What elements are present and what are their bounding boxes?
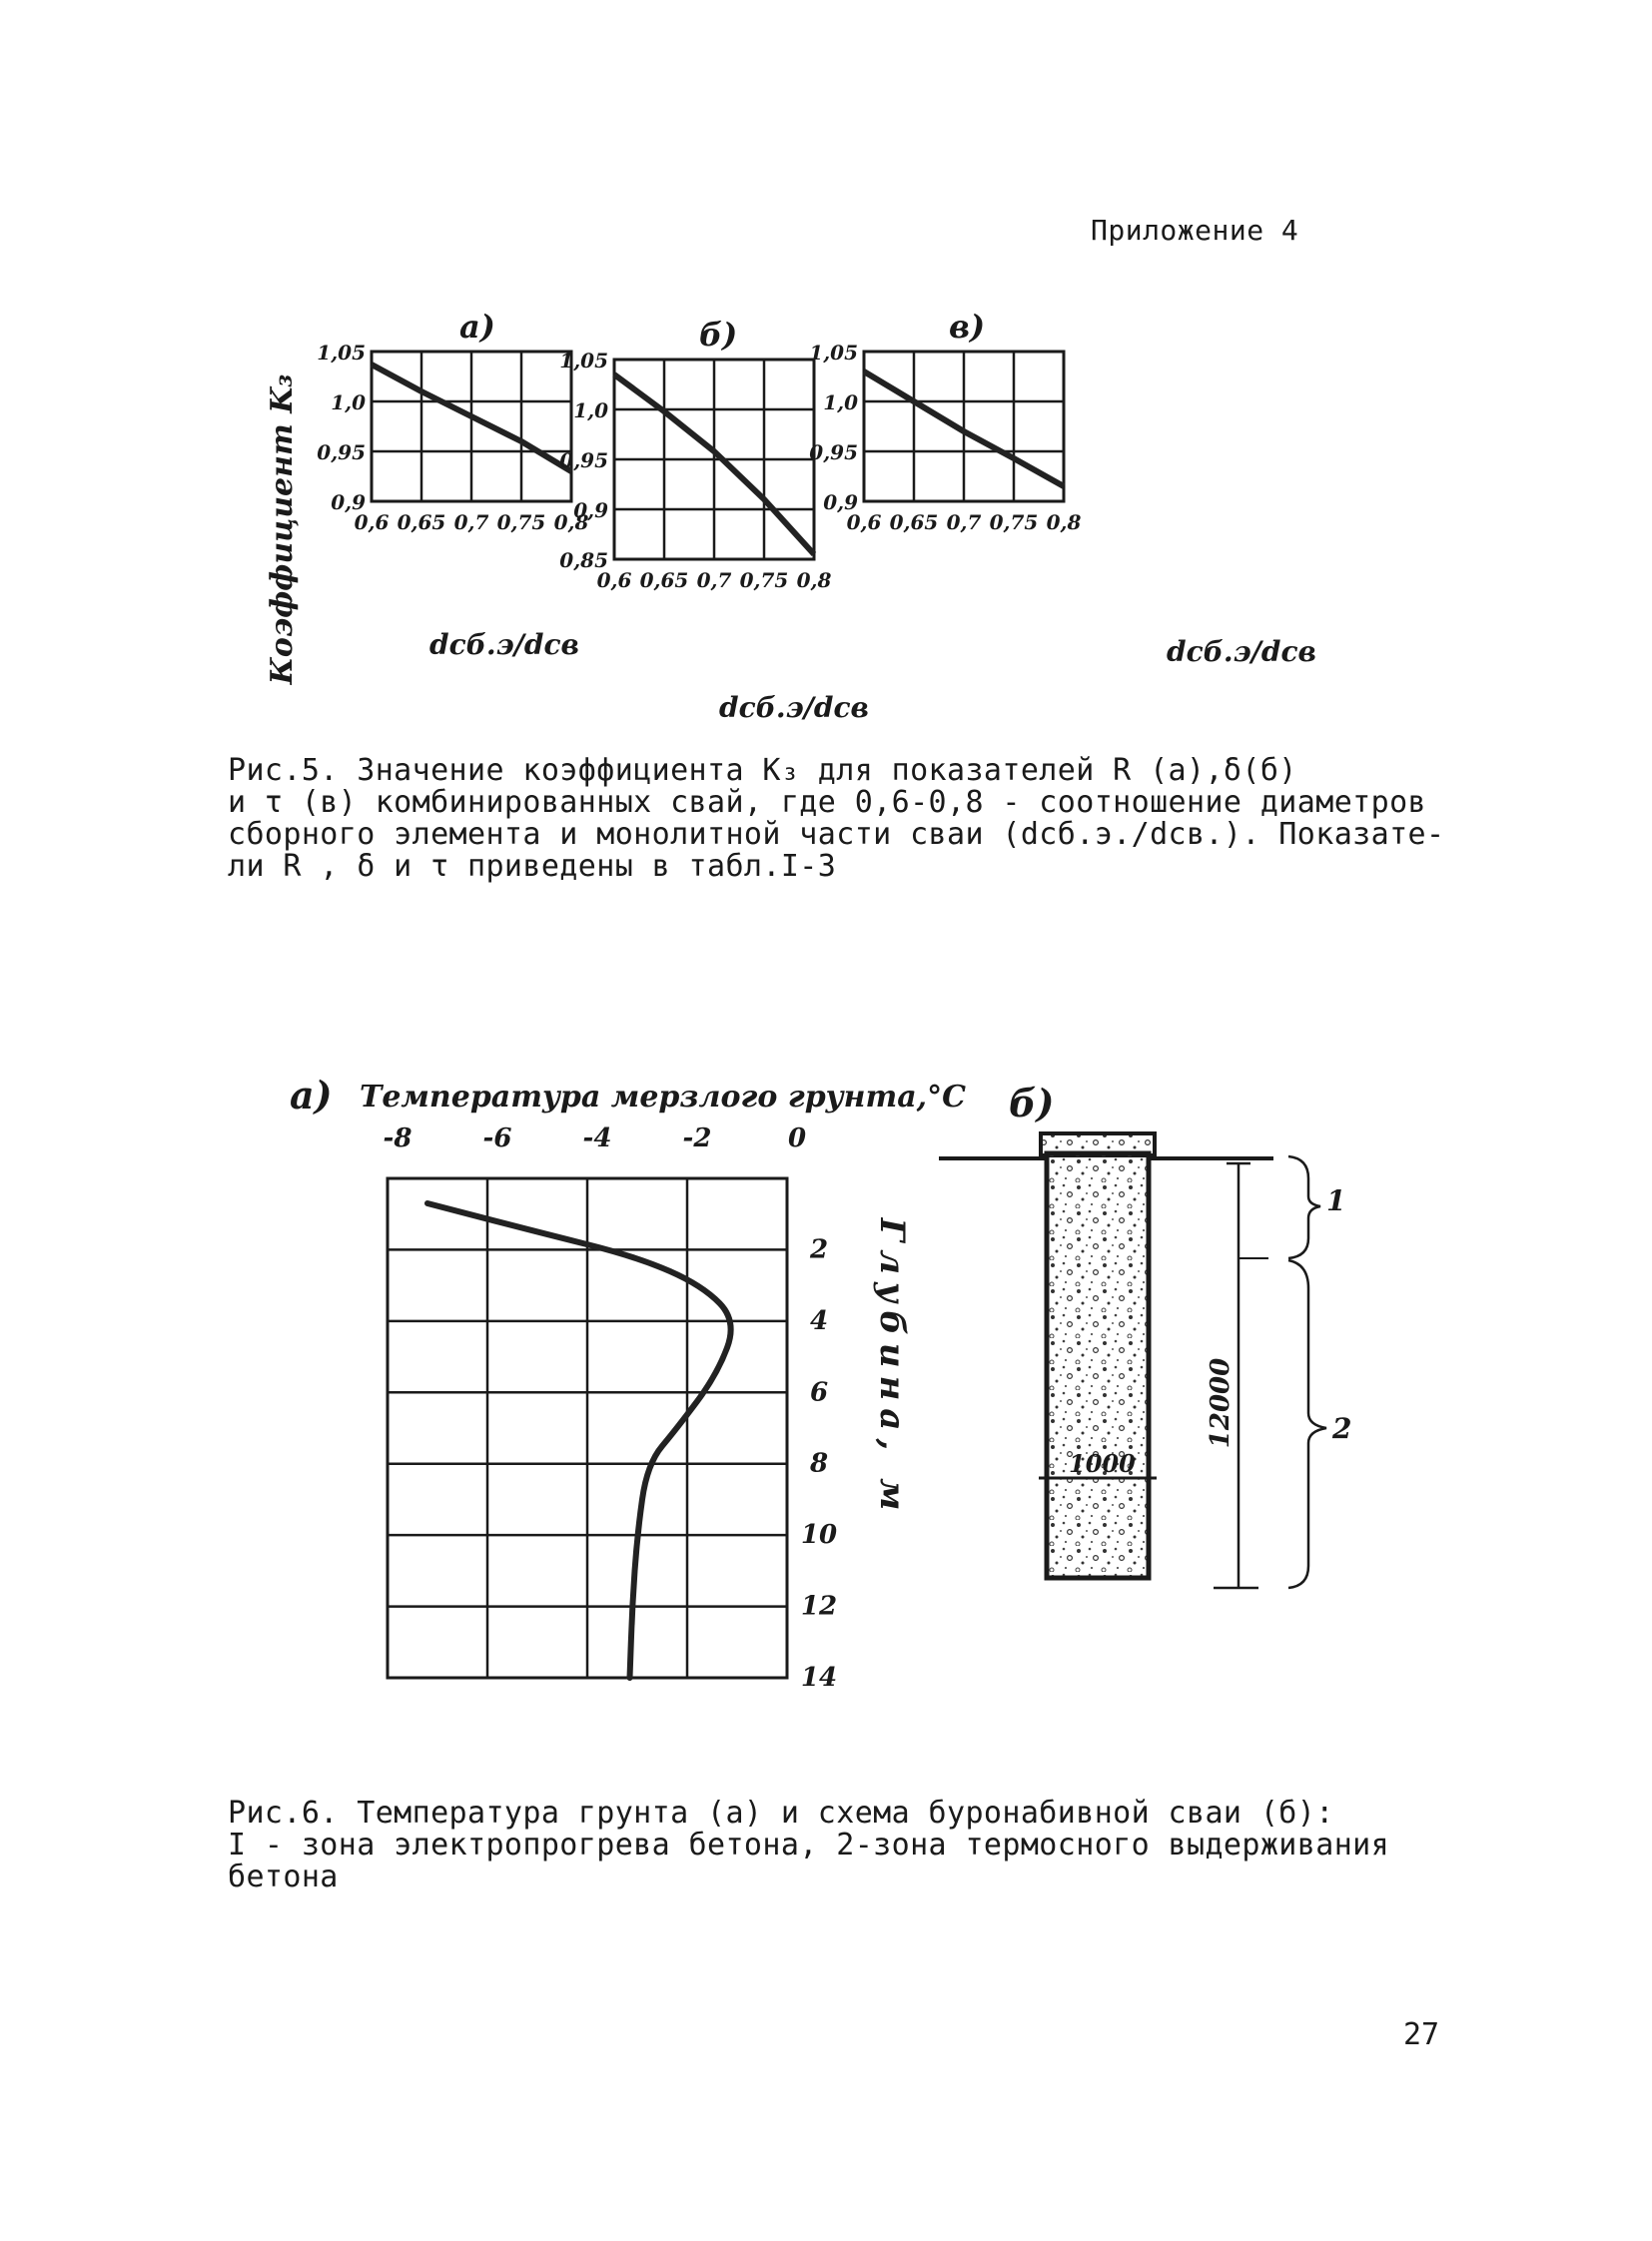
x-tick-label: 0,7 (696, 568, 732, 592)
caption-line: Рис.6. Температура грунта (а) и схема буронабивной сваи (б): (228, 1796, 1334, 1831)
temperature-ticks (384, 1123, 806, 1153)
y-tick-label: 0,95 (809, 440, 858, 464)
page-number: 27 (1403, 2017, 1440, 2052)
fig5-panel-2 (809, 308, 1081, 534)
x-tick-label: 0,75 (496, 510, 546, 534)
figure-6 (270, 1079, 1368, 1708)
x-tick-label: 0,65 (889, 510, 939, 534)
y-tick-label: 0,95 (317, 440, 366, 464)
pile-scheme (939, 1133, 1351, 1588)
x-tick-label: 0,8 (553, 510, 589, 534)
temp-tick-label: 0 (787, 1123, 807, 1153)
depth-tick-label: 14 (800, 1663, 838, 1693)
figure-6-caption (228, 1798, 1389, 1893)
caption-line: бетона (228, 1860, 339, 1894)
y-tick-label: 1,0 (823, 390, 858, 414)
y-tick-label: 1,0 (573, 398, 608, 422)
x-tick-label: 0,8 (1046, 510, 1082, 534)
depth-tick-label: 10 (800, 1520, 838, 1551)
depth-tick-label: 4 (809, 1305, 829, 1336)
caption-line: Рис.5. Значение коэффициента K₃ для показателей R (а),δ(б) (228, 753, 1297, 788)
depth-tick-label: 2 (809, 1234, 829, 1265)
fig5-ylabel: Коэффициент K₃ (265, 374, 300, 685)
depth-tick-label: 8 (809, 1448, 829, 1479)
brace-zone-2 (1288, 1260, 1326, 1588)
figure-5-caption (228, 755, 1444, 883)
panel-label: в) (949, 308, 986, 346)
caption-line: ли R , δ и τ приведены в табл.I-3 (228, 849, 837, 884)
dim-length: 12000 (1206, 1357, 1236, 1449)
x-tick-label: 0,75 (989, 510, 1039, 534)
fig5-panel-1 (559, 316, 831, 592)
zone-2-label: 2 (1332, 1412, 1352, 1445)
temp-tick-label: -6 (482, 1123, 512, 1153)
caption-line: и τ (в) комбинированных свай, где 0,6-0,8 - соотношение диаметров (228, 785, 1426, 820)
x-tick-label: 0,75 (739, 568, 789, 592)
y-tick-label: 1,05 (317, 341, 366, 365)
caption-line: сборного элемента и монолитной части сваи (dсб.э./dсв.). Показате- (228, 817, 1445, 852)
caption-line: I - зона электропрогрева бетона, 2-зона термосного выдерживания (228, 1828, 1390, 1863)
appendix-label: Приложение 4 (1091, 214, 1299, 247)
temp-tick-label: -4 (582, 1123, 612, 1153)
fig5-xlabel-c: dсб.э/dсв (1167, 635, 1316, 668)
y-tick-label: 1,0 (331, 390, 366, 414)
x-tick-label: 0,6 (846, 510, 882, 534)
panel-label: б) (699, 316, 738, 354)
fig6b-label: б) (1009, 1081, 1055, 1125)
x-tick-label: 0,7 (946, 510, 982, 534)
fig5-panel-0 (317, 308, 588, 534)
figure-5 (250, 300, 1398, 739)
fig5-xlabel-a: dсб.э/dсв (429, 628, 579, 661)
fig5-xlabel-b: dсб.э/dсв (719, 691, 869, 724)
y-tick-label: 0,9 (331, 490, 366, 514)
x-tick-label: 0,65 (397, 510, 446, 534)
y-tick-label: 0,9 (573, 498, 608, 522)
y-tick-label: 0,9 (823, 490, 858, 514)
brace-zone-1 (1288, 1156, 1320, 1258)
pile-body (1047, 1153, 1149, 1578)
depth-tick-label: 12 (800, 1591, 838, 1622)
depth-ticks (801, 1234, 837, 1693)
fig6a-label: а) (290, 1079, 333, 1118)
panel-label: а) (459, 308, 495, 346)
temp-tick-label: -2 (682, 1123, 712, 1153)
y-tick-label: 1,05 (809, 341, 858, 365)
y-tick-label: 0,85 (559, 548, 608, 572)
y-tick-label: 1,05 (559, 349, 608, 373)
temp-tick-label: -8 (383, 1123, 413, 1153)
temperature-grid (388, 1178, 787, 1678)
fig5-panels (317, 308, 1081, 592)
dim-diameter: 1000 (1069, 1449, 1136, 1478)
x-tick-label: 0,8 (796, 568, 832, 592)
y-tick-label: 0,95 (559, 448, 608, 472)
zone-1-label: 1 (1326, 1184, 1346, 1217)
fig6-ylabel: Глубина, м (872, 1217, 912, 1519)
depth-tick-label: 6 (809, 1377, 829, 1408)
x-tick-label: 0,6 (596, 568, 632, 592)
fig6a-title: Температура мерзлого грунта,°С (360, 1080, 966, 1115)
x-tick-label: 0,6 (354, 510, 390, 534)
x-tick-label: 0,65 (639, 568, 689, 592)
x-tick-label: 0,7 (453, 510, 489, 534)
